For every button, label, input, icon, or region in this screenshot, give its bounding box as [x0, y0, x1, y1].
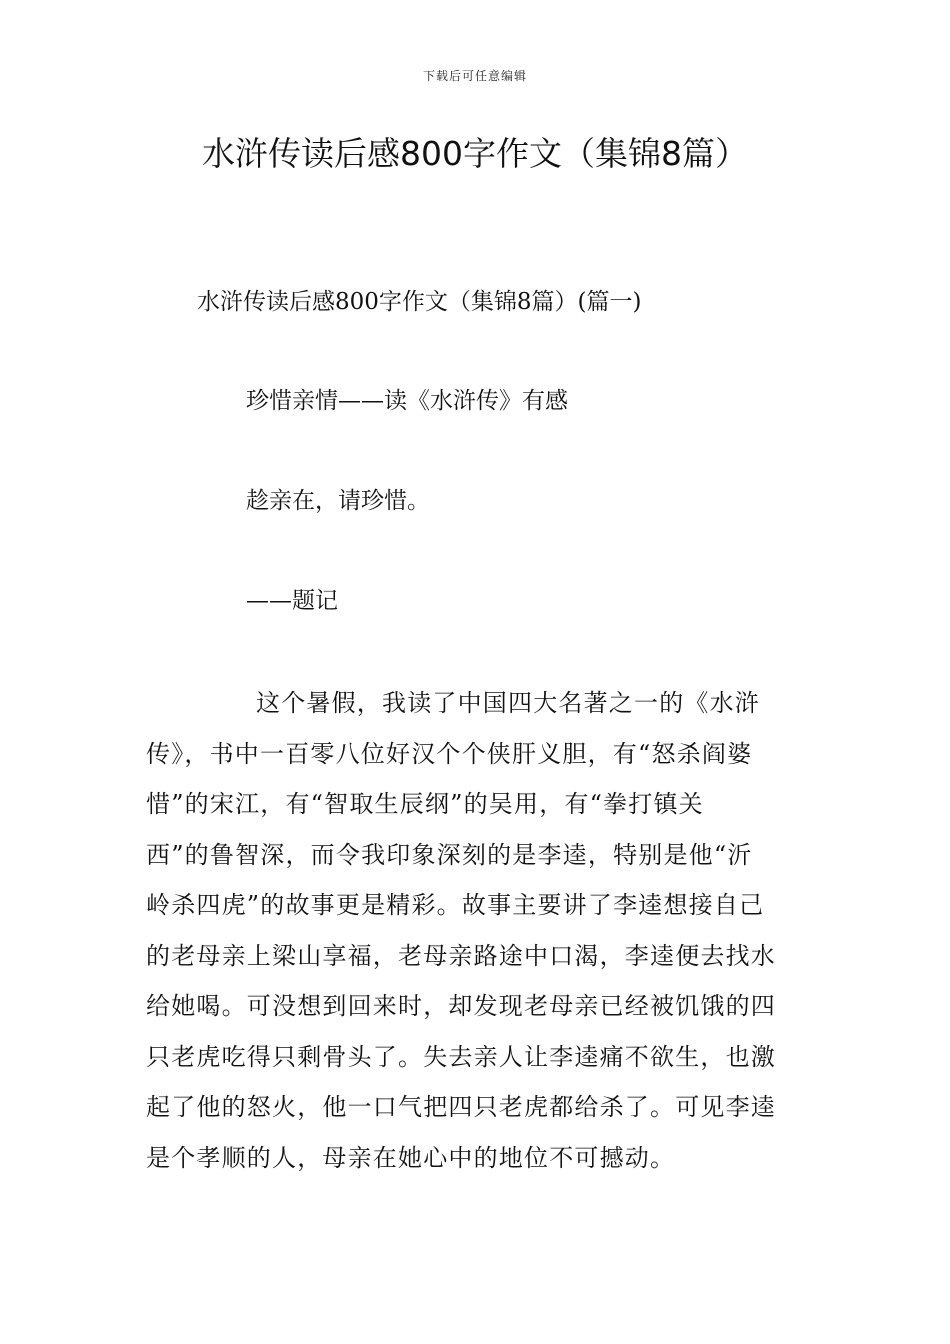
header-note: 下载后可任意编辑 — [422, 69, 527, 83]
document-title: 水浒传读后感800字作文（集锦8篇） — [202, 134, 748, 173]
epigraph-source: ——题记 — [246, 588, 338, 614]
paragraph-line: 的老母亲上梁山享福，老母亲路途中口渴，李逵便去找水 — [146, 941, 776, 970]
section-heading: 水浒传读后感800字作文（集锦8篇）(篇一) — [197, 289, 642, 315]
body-paragraph — [146, 678, 810, 1183]
essay-subtitle: 珍惜亲情——读《水浒传》有感 — [246, 388, 568, 414]
paragraph-line: 惜”的宋江，有“智取生辰纲”的吴用，有“拳打镇关 — [146, 790, 704, 818]
paragraph-line: 传》，书中一百零八位好汉个个侠肝义胆，有“怒杀阎婆 — [146, 739, 753, 768]
paragraph-line: 西”的鲁智深，而令我印象深刻的是李逵，特别是他“沂 — [146, 840, 753, 869]
paragraph-line: 起了他的怒火，他一口气把四只老虎都给杀了。可见李逵 — [146, 1093, 776, 1121]
paragraph-line: 是个孝顺的人，母亲在她心中的地位不可撼动。 — [146, 1143, 676, 1172]
paragraph-line: 只老虎吃得只剩骨头了。失去亲人让李逵痛不欲生，也激 — [146, 1042, 776, 1071]
paragraph-line: 岭杀四虎”的故事更是精彩。故事主要讲了李逵想接自己 — [146, 891, 765, 919]
epigraph: 趁亲在，请珍惜。 — [246, 488, 430, 514]
paragraph-line: 给她喝。可没想到回来时，却发现老母亲已经被饥饿的四 — [146, 992, 776, 1020]
paragraph-line: 这个暑假，我读了中国四大名著之一的《水浒 — [256, 689, 760, 717]
